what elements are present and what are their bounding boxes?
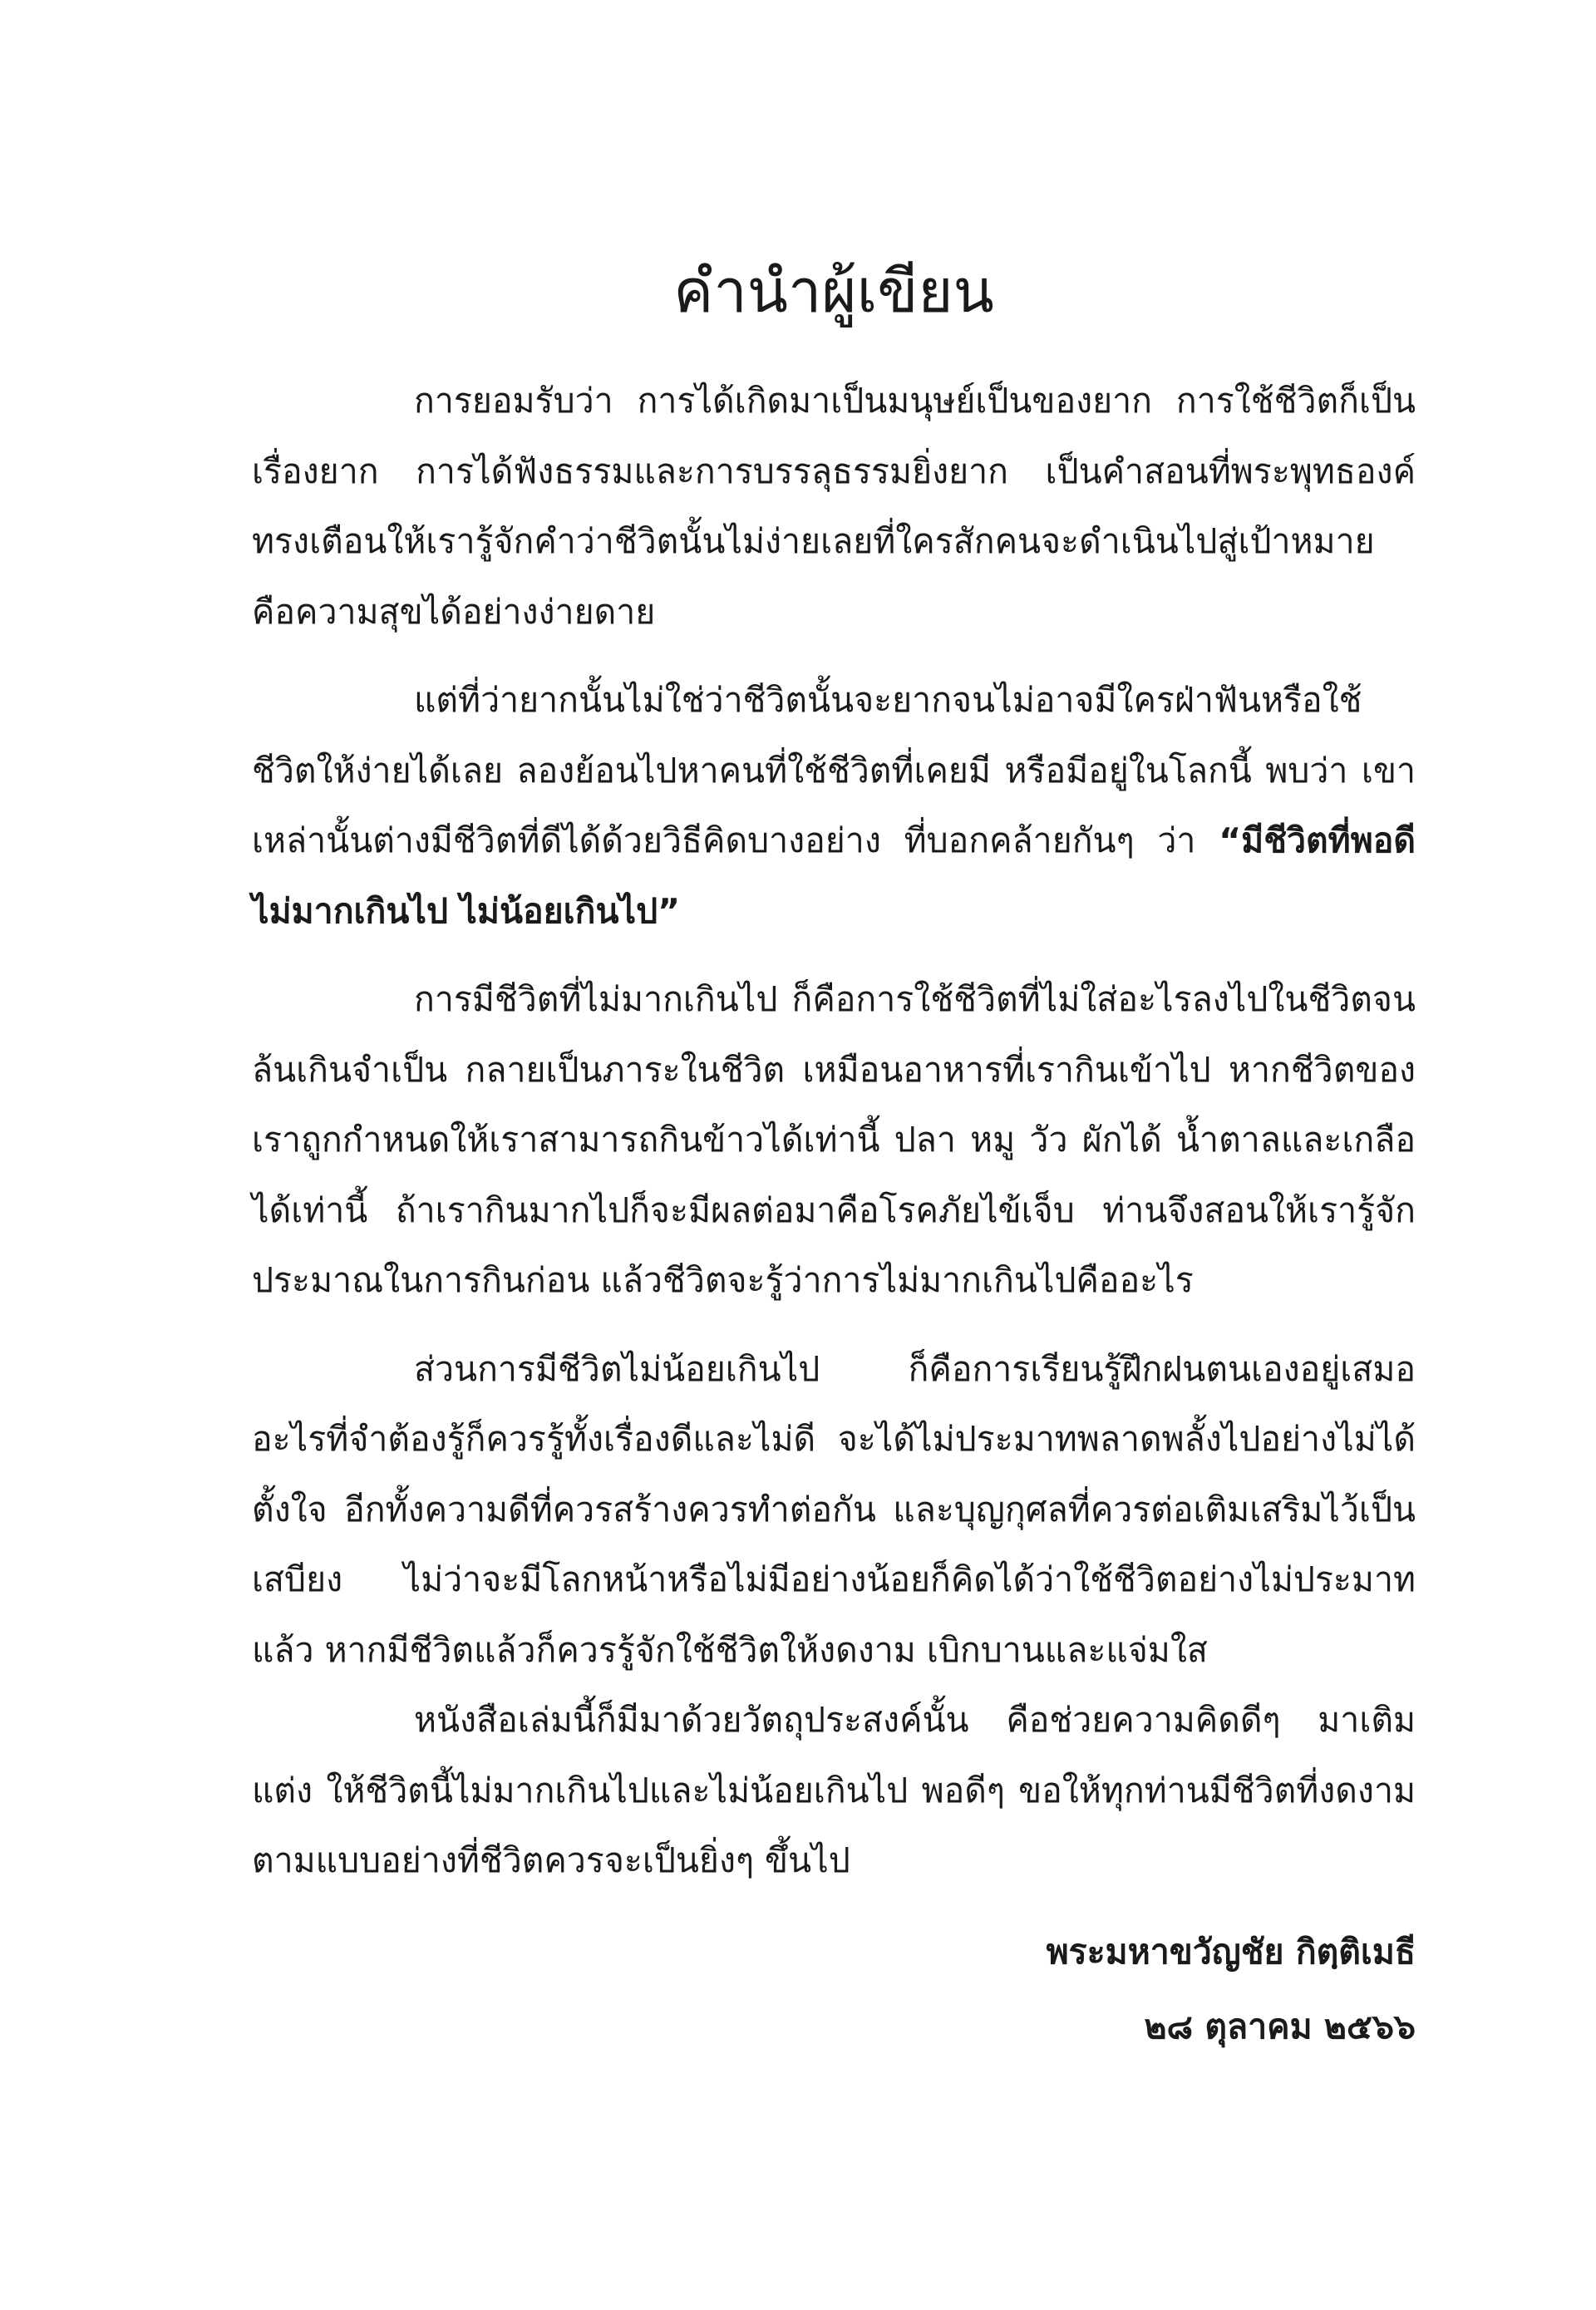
preface-page [252, 249, 1416, 2064]
paragraph-1: การยอมรับว่า การได้เกิดมาเป็นมนุษย์เป็นของยาก การใช้ชีวิตก็เป็นเรื่องยาก การได้ฟังธรรมและการบรรลุธรรมยิ่งยาก เป็นคำสอนที่พระพุทธองค์ทรงเตือนให้เรารู้จักคำว่าชีวิตนั้นไม่ง่ายเลยที่ใครสักคนจะดำเนินไปสู่เป้าหมายคือความสุขได้อย่างง่ายดาย [252, 381, 1416, 632]
signature-date: ๒๘ ตุลาคม ๒๕๖๖ [1144, 2006, 1416, 2046]
paragraph-3: การมีชีวิตที่ไม่มากเกินไป ก็คือการใช้ชีวิตที่ไม่ใส่อะไรลงไปในชีวิตจนล้นเกินจำเป็น กลายเป็นภาระในชีวิต เหมือนอาหารที่เรากินเข้าไป หากชีวิตของเราถูกกำหนดให้เราสามารถกินข้าวได้เท่านี้ ปลา หมู วัว ผักได้ น้ำตาลและเกลือได้เท่านี้ ถ้าเรากินมากไปก็จะมีผลต่อมาคือโรคภัยไข้เจ็บ ท่านจึงสอนให้เรารู้จักประมาณในการกินก่อน แล้วชีวิตจะรู้ว่าการไม่มากเกินไปคืออะไร [252, 979, 1416, 1300]
signature-block [252, 1914, 1416, 2064]
author-name: พระมหาขวัญชัย กิตฺติเมธี [1046, 1931, 1416, 1972]
preface-body [252, 366, 1416, 1896]
page-title: คำนำผู้เขียน [673, 256, 994, 326]
paragraph-2-quote: “มีชีวิตที่พอดี ไม่มากเกินไป ไม่น้อยเกินไป” [252, 820, 1416, 931]
paragraph-5: หนังสือเล่มนี้ก็มีมาด้วยวัตถุประสงค์นั้น คือช่วยความคิดดีๆ มาเติมแต่ง ให้ชีวิตนี้ไม่มากเกินไปและไม่น้อยเกินไป พอดีๆ ขอให้ทุกท่านมีชีวิตที่งดงามตามแบบอย่างที่ชีวิตควรจะเป็นยิ่งๆ ขึ้นไป [252, 1700, 1416, 1880]
paragraph-2-text: แต่ที่ว่ายากนั้นไม่ใช่ว่าชีวิตนั้นจะยากจนไม่อาจมีใครฝ่าฟันหรือใช้ชีวิตให้ง่ายได้เลย ลองย้อนไปหาคนที่ใช้ชีวิตที่เคยมี หรือมีอยู่ในโลกนี้ พบว่า เขาเหล่านั้นต่างมีชีวิตที่ดีได้ด้วยวิธีคิดบางอย่าง ที่บอกคล้ายกันๆ ว่า [252, 680, 1416, 860]
paragraph-4: ส่วนการมีชีวิตไม่น้อยเกินไป ก็คือการเรียนรู้ฝึกฝนตนเองอยู่เสมอ อะไรที่จำต้องรู้ก็ควรรู้ทั้งเรื่องดีและไม่ดี จะได้ไม่ประมาทพลาดพลั้งไปอย่างไม่ได้ตั้งใจ อีกทั้งความดีที่ควรสร้างควรทำต่อกัน และบุญกุศลที่ควรต่อเติมเสริมไว้เป็นเสบียง ไม่ว่าจะมีโลกหน้าหรือไม่มีอย่างน้อยก็คิดได้ว่าใช้ชีวิตอย่างไม่ประมาทแล้ว หากมีชีวิตแล้วก็ควรรู้จักใช้ชีวิตให้งดงาม เบิกบานและแจ่มใส [252, 1348, 1416, 1670]
paragraph-2 [252, 665, 1416, 946]
